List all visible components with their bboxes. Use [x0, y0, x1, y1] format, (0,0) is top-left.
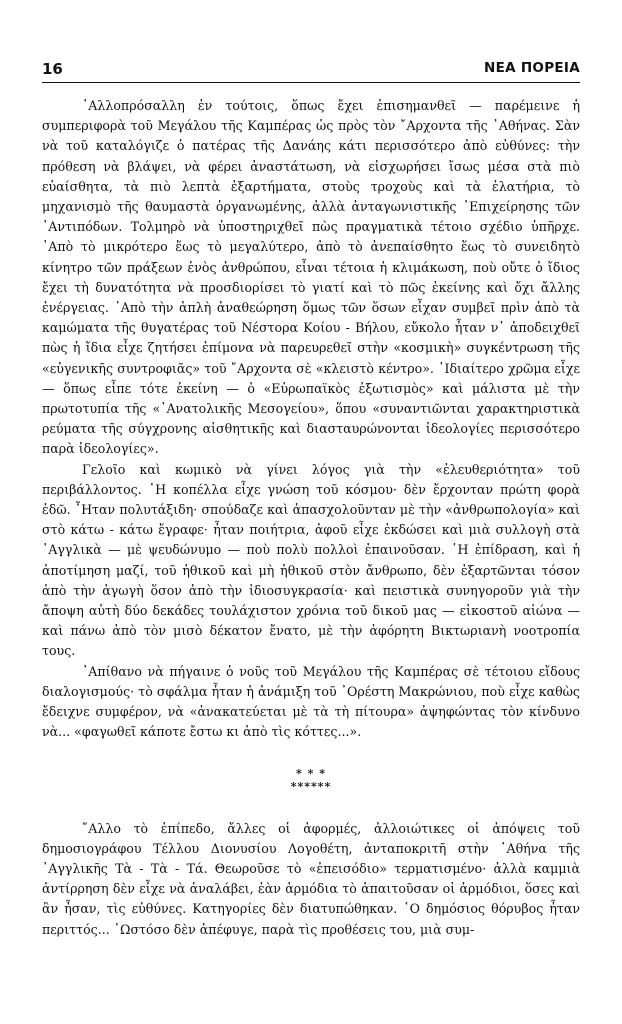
- paragraph-3: ᾿Απίθανο νὰ πήγαινε ὁ νοῦς τοῦ Μεγάλου τῆς Καμπέρας σὲ τέτοιου εἴδους διαλογισμούς· τὸ σφάλμα ἦταν ἡ ἀνάμιξη τοῦ ᾿Ορέστη Μακρώνιου, ποὺ εἶχε καθὼς ἔδειχνε συμφέρον, νὰ «ἀνακατεύεται μὲ τὰ τὴ πίτουρα» ἀψηφώντας τὸν κίνδυνο νὰ... «φαγωθεῖ κάποτε ἔστω κι ἀπὸ τὶς κόττες...».: [42, 663, 580, 740]
- paragraph-4: ῎Αλλο τὸ ἐπίπεδο, ἄλλες οἱ ἀφορμές, ἀλλοιώτικες οἱ ἀπόψεις τοῦ δημοσιογράφου Τέλλου Διονυσίου Λογοθέτη, ἀνταποκριτῆ στὴν ᾿Αθήνα τῆς ᾿Αγγλικῆς Τὰ - Τὰ - Τά. Θεωροῦσε τὸ «ἐπεισόδιο» τερματισμένο· ἀλλὰ καμμιὰ ἀντίρρηση δὲν εἶχε νὰ ἀναλάβει, ἐὰν ἁρμόδια τὸ ἀπαιτοῦσαν οἱ ἁρμόδιοι, ὅσες καὶ ἂν ἦσαν, τὶς εὐθύνες. Κατηγορίες δὲν διατυπώθηκαν. ῾Ο δημόσιος θόρυβος ἦταν περιττός... ῾Ωστόσο δὲν ἀπέφυγε, παρὰ τὶς προθέσεις του, μιὰ συμ-: [42, 820, 580, 937]
- paragraph-2: Γελοῖο καὶ κωμικὸ νὰ γίνει λόγος γιὰ τὴν «ἐλευθεριότητα» τοῦ περιβάλλοντος. ῾Η κοπέλλα εἶχε γνώση τοῦ κόσμου· δὲν ἔρχονταν πρώτη φορὰ ἐδῶ. ῏Ηταν πολυτάξιδη· σπούδαζε καὶ ἀπασχολοῦνταν μὲ τὴν «ἀνθρωπολογία» καὶ στὸ κάτω - κάτω ἔγραφε· ἦταν ποιήτρια, ἀφοῦ εἶχε ἐκδώσει καὶ μιὰ συλλογὴ στὰ ᾿Αγγλικὰ — μὲ ψευδώνυμο — ποὺ πολὺ πολλοὶ ἐπαινοῦσαν. ῾Η ἐπίδραση, καὶ ἡ ἀποτίμηση μαζί, τοῦ ἠθικοῦ καὶ μὴ ἠθικοῦ στὸν ἄνθρωπο, δὲν ἐξαρτῶνται τόσον ἀπὸ τὴν ἀγωγὴ ὅσον ἀπὸ τὴν ἰδιοσυγκρασία· καὶ πειστικὰ συνηγοροῦν γιὰ τὴν ἄποψη αὐτὴ δύο δεκάδες τουλάχιστον χρόνια τοῦ δικοῦ μας — εἰκοστοῦ αἰώνα — καὶ πάνω ἀπὸ τὸν μισὸ δέκατον ἔνατο, μὲ τὴν ἀφόρητη Βικτωριανὴ νοοτροπία τους.: [42, 461, 580, 659]
- running-title: ΝΕΑ ΠΟΡΕΙΑ: [483, 60, 580, 76]
- separator-asterisks-row: ******: [290, 779, 332, 793]
- paragraph-1: ᾿Αλλοπρόσαλλη ἐν τούτοις, ὅπως ἔχει ἐπισημανθεῖ — παρέμεινε ἡ συμπεριφορὰ τοῦ Μεγάλου τῆς Καμπέρας ὡς πρὸς τὸν ῎Αρχοντα τῆς ᾿Αθήνας. Σὰν νὰ τοῦ καταλόγιζε ὁ πατέρας τῆς Δανάης κάτι περισσότερο ἀπὸ εὐθύνες: τὴν πρόθεση νὰ βλάψει, νὰ φέρει ἀναστάτωση, νὰ εἰσχωρήσει ἴσως μέσα στὰ πιὸ εὐαίσθητα, τὰ πιὸ λεπτὰ ἐξαρτήματα, στοὺς τροχοὺς καὶ τὰ ἐλατήρια, τὸ μηχανισμὸ τῆς θαυμαστὰ ὀργανωμένης, ἀλλὰ ἀνταγωνιστικῆς ᾿Επιχείρησης τῶν ᾿Αντιπόδων. Τολμηρὸ νὰ ὑποστηριχθεῖ πὼς πραγματικὰ τέτοιο σχέδιο ὑπῆρχε. ᾿Απὸ τὸ μικρότερο ἕως τὸ μεγαλύτερο, ἀπὸ τὸ ἀνεπαίσθητο ἕως τὸ συνειδητὸ κίνητρο τῶν πράξεων ἑνὸς ἀνθρώπου, εἶναι τέτοια ἡ κλιμάκωση, ποὺ οὔτε ὁ ἴδιος ἔχει τὴ δυνατότητα νὰ προσδιορίσει τὸ γιατί καὶ τὸ πῶς ἐκείνης καὶ ὄχι ἄλλης ἐνέργειας. ᾿Απὸ τὴν ἁπλὴ ἀναθεώρηση ὅμως τῶν ὅσων εἶχαν συμβεῖ πρὶν ἀπὸ τὰ καμώματα τῆς θυγατέρας τοῦ Νέστορα Κοίου - Βήλου, εὔκολο ἦταν ν᾿ ἀποδειχθεῖ πὼς ἡ ἴδια εἶχε ζητήσει ἐπίμονα νὰ παρευρεθεῖ στὴν «κοσμικὴ» συγκέντρωση τῆς «εὐγενικῆς συντροφιᾶς» τοῦ ῎Αρχοντα σὲ «κλειστὸ κέντρο». ᾿Ιδιαίτερο χρῶμα εἶχε — ὅπως εἶπε τότε ἐκείνη — ὁ «Εὐρωπαϊκὸς ἐξωτισμὸς» καὶ μάλιστα μὲ τὴν πρωτοτυπία τῆς «᾿Ανατολικῆς Μεσογείου», ὅπου «συναντιῶνται χαρακτηριστικὰ ρεύματα τῆς σύγχρονης αἰσθητικῆς καὶ διασταυρώνονται ἰδεολογίες περισσότερο παρὰ ἰδεολογίες».: [42, 98, 580, 457]
- section-separator: [42, 767, 580, 793]
- separator-asterisks: * * *: [296, 766, 326, 780]
- page-number: 16: [42, 60, 63, 78]
- body-text: [42, 96, 580, 940]
- page-header: [42, 60, 580, 83]
